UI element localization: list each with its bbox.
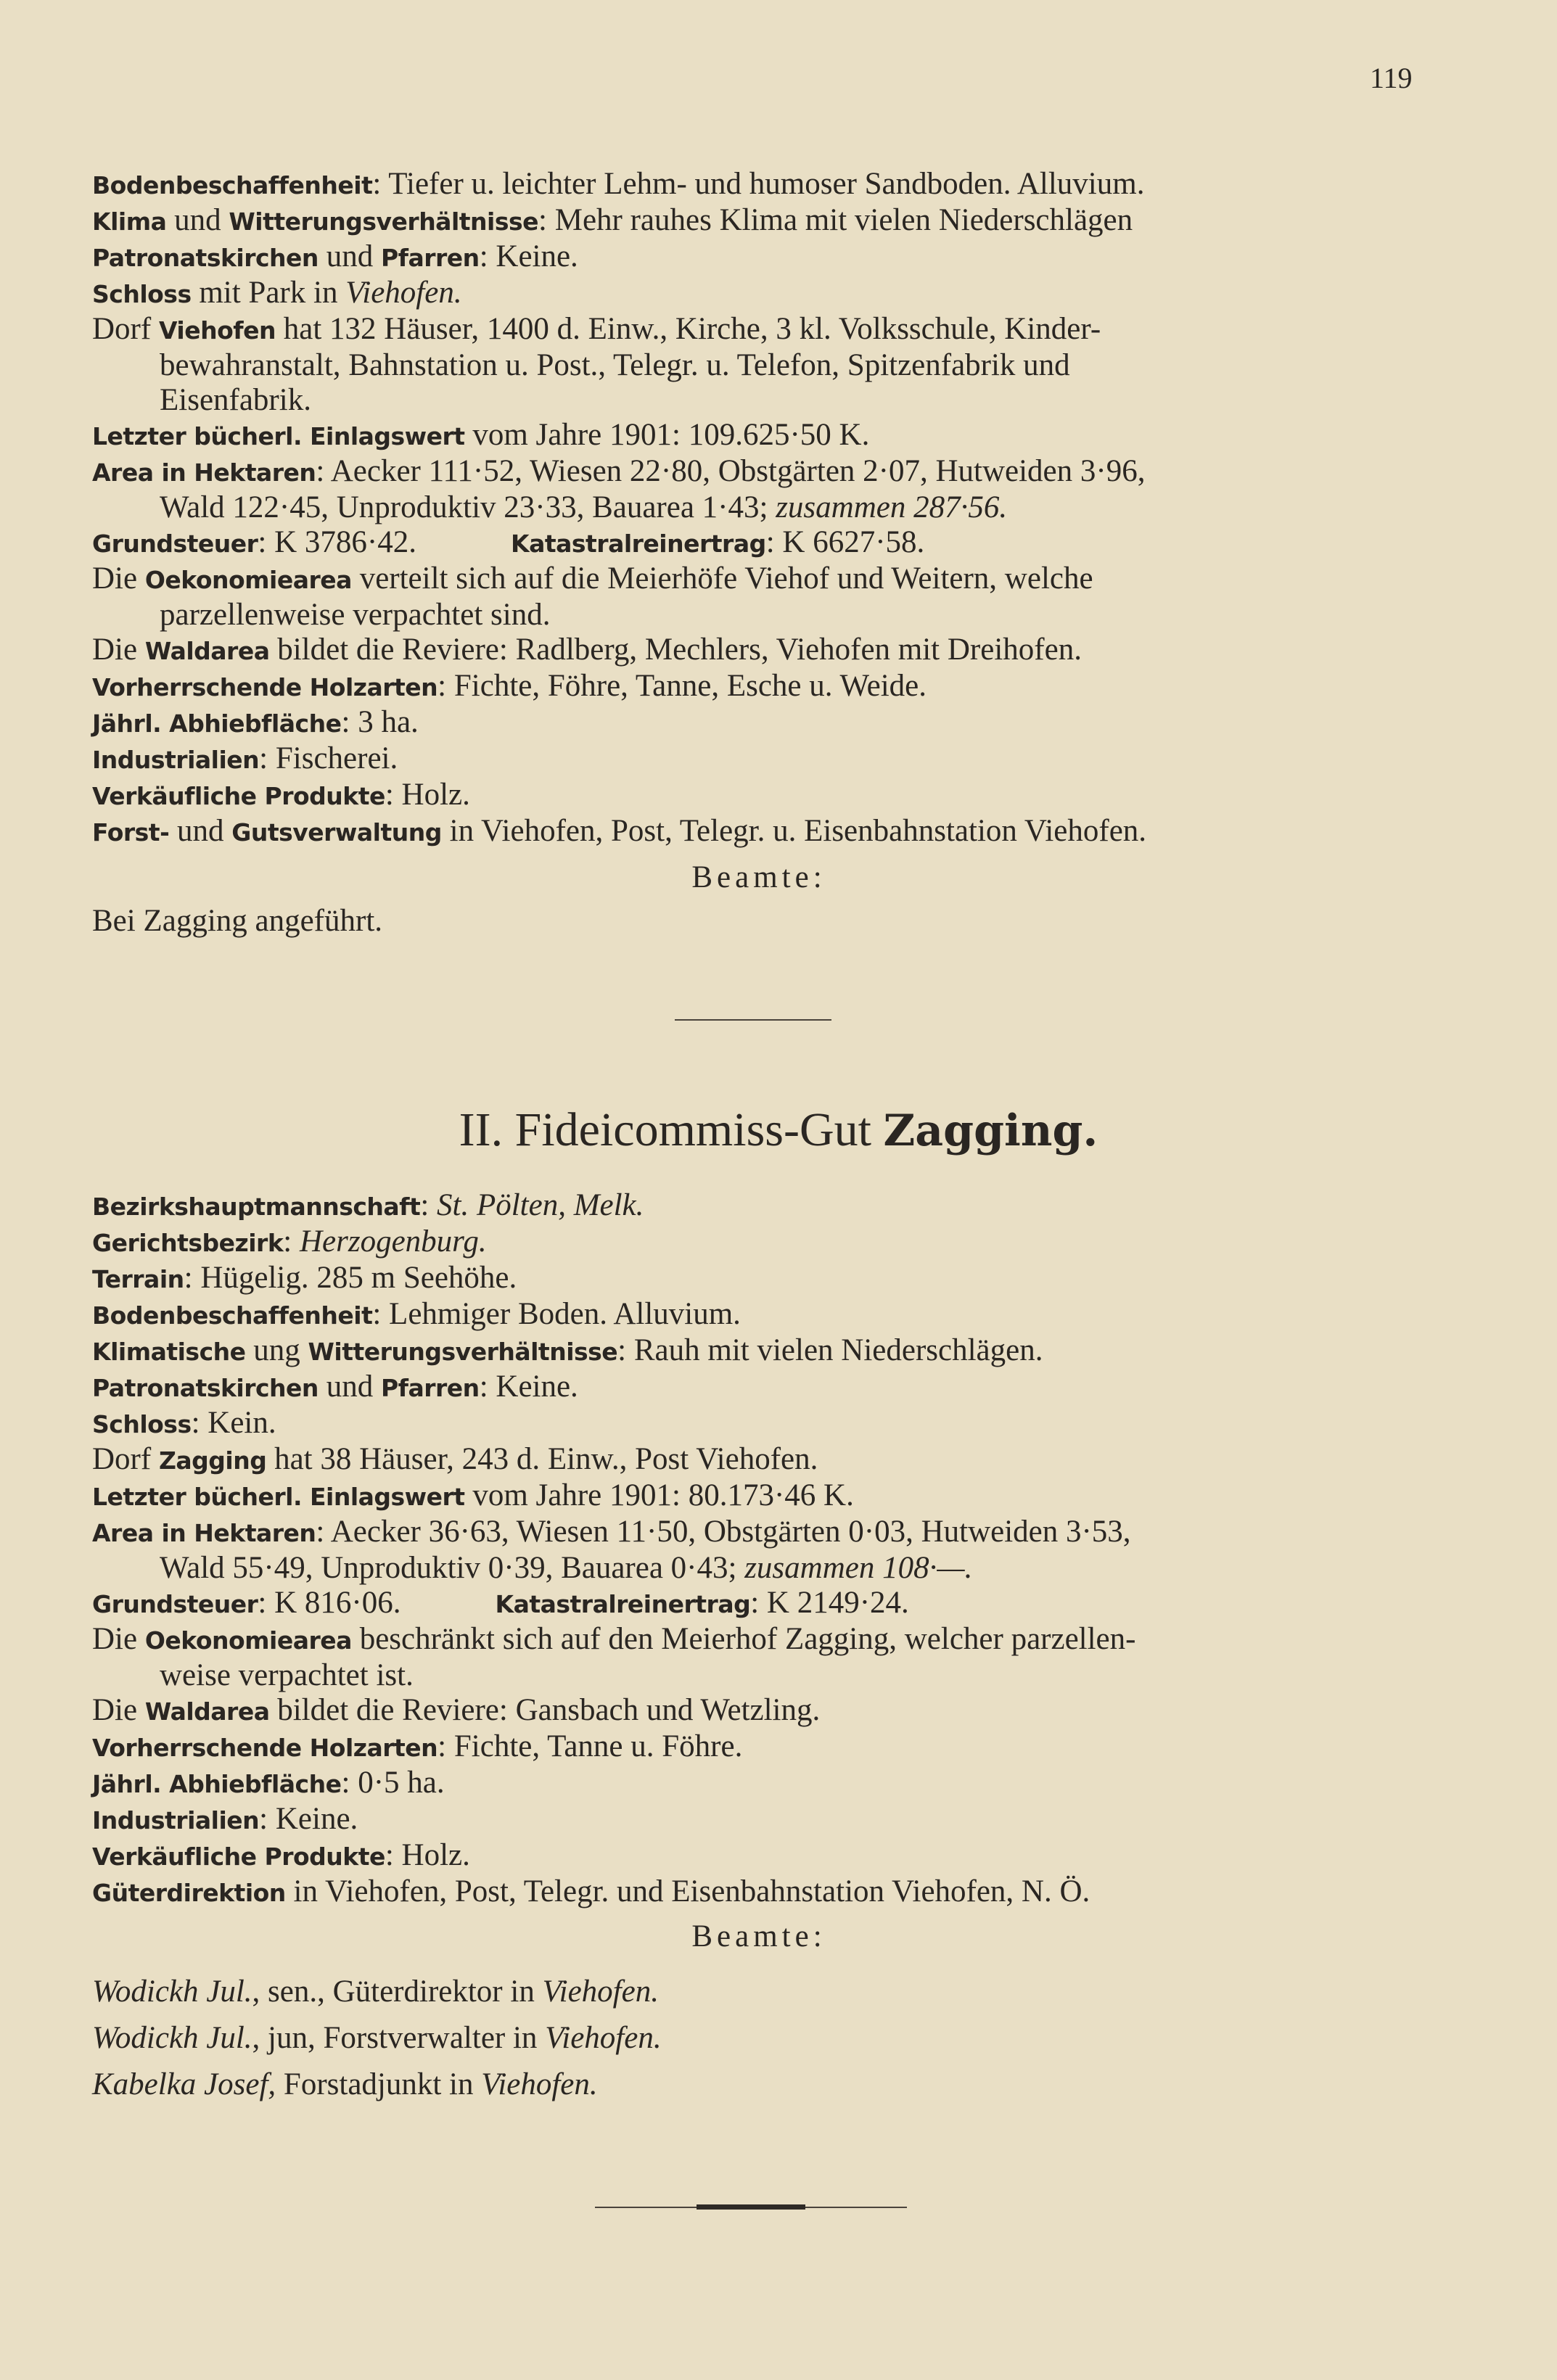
page-number: 119: [1370, 62, 1413, 94]
beamte-heading-1: Beamte:: [691, 860, 826, 894]
beamte-heading-2: Beamte:: [691, 1919, 826, 1953]
divider-end-thick: [697, 2204, 805, 2210]
line-dorf-cont1: bewahranstalt, Bahnstation u. Post., Telegr. u. Telefon, Spitzenfabrik und: [160, 348, 1070, 382]
divider-short: [675, 1019, 831, 1021]
line-area: Area in Hektaren: Aecker 111·52, Wiesen 22·80, Obstgärten 2·07, Hutweiden 3·96,: [92, 454, 1146, 488]
line-boden: Bodenbeschaffenheit: Lehmiger Boden. Alluvium.: [92, 1297, 741, 1331]
line-gueterdirektion: Güterdirektion in Viehofen, Post, Telegr. und Eisenbahnstation Viehofen, N. Ö.: [92, 1874, 1090, 1908]
line-area-cont: Wald 55·49, Unproduktiv 0·39, Bauarea 0·43; zusammen 108·—.: [160, 1551, 973, 1585]
line-boden: Bodenbeschaffenheit: Tiefer u. leichter Lehm- und humoser Sandboden. Alluvium.: [92, 167, 1145, 201]
line-klima: Klimatische ung Witterungsverhältnisse: Rauh mit vielen Niederschlägen.: [92, 1333, 1043, 1367]
line-patronat: Patronatskirchen und Pfarren: Keine.: [92, 239, 578, 273]
line-terrain: Terrain: Hügelig. 285 m Seehöhe.: [92, 1261, 517, 1295]
official-item: Wodickh Jul., sen., Güterdirektor in Viehofen.: [92, 1975, 659, 2009]
line-waldarea: Die Waldarea bildet die Reviere: Radlberg, Mechlers, Viehofen mit Dreihofen.: [92, 633, 1082, 667]
line-produkte: Verkäufliche Produkte: Holz.: [92, 778, 470, 812]
section-viehofen-details: [92, 167, 1426, 850]
official-item: Kabelka Josef, Forstadjunkt in Viehofen.: [92, 2067, 598, 2101]
line-dorf: Dorf Viehofen hat 132 Häuser, 1400 d. Einw., Kirche, 3 kl. Volksschule, Kinder-: [92, 312, 1101, 346]
line-oekonomiearea-cont: weise verpachtet ist.: [160, 1658, 414, 1692]
line-dorf: Dorf Zagging hat 38 Häuser, 243 d. Einw., Post Viehofen.: [92, 1442, 818, 1476]
officials-list: [92, 1969, 1426, 2108]
line-abhiebflaeche: Jährl. Abhiebfläche: 0·5 ha.: [92, 1766, 445, 1800]
line-holzarten: Vorherrschende Holzarten: Fichte, Tanne u. Föhre.: [92, 1729, 743, 1763]
line-gericht: Gerichtsbezirk: Herzogenburg.: [92, 1224, 487, 1259]
line-schloss: Schloss: Kein.: [92, 1406, 276, 1440]
line-verwaltung: Forst- und Gutsverwaltung in Viehofen, Post, Telegr. u. Eisenbahnstation Viehofen.: [92, 814, 1147, 848]
line-industrialien: Industrialien: Keine.: [92, 1802, 358, 1836]
line-oekonomiearea-cont: parzellenweise verpachtet sind.: [160, 598, 551, 632]
line-area-cont: Wald 122·45, Unproduktiv 23·33, Bauarea 1·43; zusammen 287·56.: [160, 490, 1008, 524]
line-oekonomiearea: Die Oekonomiearea beschränkt sich auf den Meierhof Zagging, welcher parzellen-: [92, 1622, 1136, 1656]
line-schloss: Schloss mit Park in Viehofen.: [92, 276, 462, 310]
line-dorf-cont2: Eisenfabrik.: [160, 383, 311, 417]
line-waldarea: Die Waldarea bildet die Reviere: Gansbach und Wetzling.: [92, 1693, 821, 1727]
beamte-text-1: Bei Zagging angeführt.: [92, 904, 383, 938]
line-grundsteuer: Grundsteuer: K 3786·42. Katastralreinertrag: K 6627·58.: [92, 525, 925, 559]
section-zagging-details: [92, 1188, 1426, 1911]
line-holzarten: Vorherrschende Holzarten: Fichte, Föhre, Tanne, Esche u. Weide.: [92, 669, 927, 703]
line-grundsteuer: Grundsteuer: K 816·06. Katastralreinertrag: K 2149·24.: [92, 1586, 909, 1620]
line-industrialien: Industrialien: Fischerei.: [92, 741, 398, 775]
line-einlagswert: Letzter bücherl. Einlagswert vom Jahre 1901: 109.625·50 K.: [92, 418, 870, 452]
line-oekonomiearea: Die Oekonomiearea verteilt sich auf die Meierhöfe Viehof und Weitern, welche: [92, 561, 1093, 596]
line-bezirk: Bezirkshauptmannschaft: St. Pölten, Melk.: [92, 1188, 644, 1222]
line-produkte: Verkäufliche Produkte: Holz.: [92, 1838, 470, 1872]
line-abhiebflaeche: Jährl. Abhiebfläche: 3 ha.: [92, 705, 419, 739]
page-title: II. Fideicommiss-Gut Zagging.: [459, 1103, 1098, 1156]
line-klima: Klima und Witterungsverhältnisse: Mehr rauhes Klima mit vielen Niederschlägen: [92, 203, 1133, 237]
line-area: Area in Hektaren: Aecker 36·63, Wiesen 11·50, Obstgärten 0·03, Hutweiden 3·53,: [92, 1515, 1131, 1549]
official-item: Wodickh Jul., jun, Forstverwalter in Viehofen.: [92, 2021, 662, 2055]
line-einlagswert: Letzter bücherl. Einlagswert vom Jahre 1901: 80.173·46 K.: [92, 1478, 854, 1512]
line-patronat: Patronatskirchen und Pfarren: Keine.: [92, 1370, 578, 1404]
